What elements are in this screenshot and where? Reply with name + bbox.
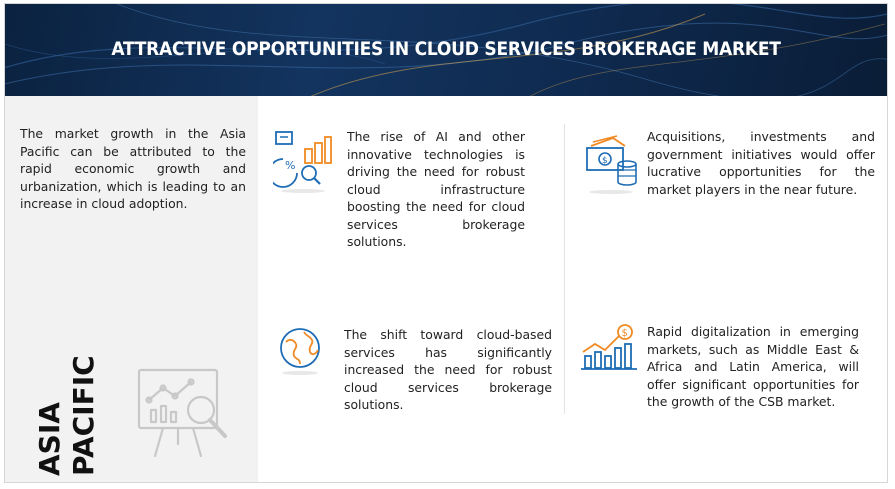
region-label-line1: ASIA	[33, 402, 66, 476]
page-title: ATTRACTIVE OPPORTUNITIES IN CLOUD SERVICES BROKERAGE MARKET	[111, 38, 781, 60]
card-acquisitions-text: Acquisitions, investments and government initiatives would offer lucrative opportunities for the market players in the near future.	[647, 129, 875, 197]
presentation-analytics-icon	[133, 364, 238, 464]
money-coins-icon	[583, 134, 639, 194]
header-banner	[5, 4, 887, 96]
region-panel	[5, 96, 258, 482]
region-description: The market growth in the Asia Pacific can be attributed to the rapid economic growth and urbanization, which is leading to an increase in cloud adoption.	[20, 126, 246, 211]
region-label-line2: PACIFIC	[67, 355, 100, 476]
svg-text:%: %	[285, 159, 296, 172]
svg-text:$: $	[621, 328, 628, 339]
column-divider	[564, 124, 565, 414]
globe-icon	[276, 324, 328, 376]
region-label	[35, 336, 105, 476]
card-digitalization-text: Rapid digitalization in emerging markets, such as Middle East & Africa and Latin America, will offer significant opportunities for the growth of the CSB market.	[647, 324, 859, 409]
growth-bar-chart-icon	[579, 322, 639, 374]
card-cloud-shift-text: The shift toward cloud-based services has significantly increased the need for robust cloud services brokerage solutions.	[344, 327, 552, 412]
infographic-frame	[4, 3, 888, 483]
analytics-chart-icon	[273, 129, 333, 193]
card-ai-text: The rise of AI and other innovative technologies is driving the need for robust cloud infrastructure boosting the need for cloud services brokerage solutions.	[347, 129, 525, 249]
svg-text:$: $	[602, 156, 608, 166]
